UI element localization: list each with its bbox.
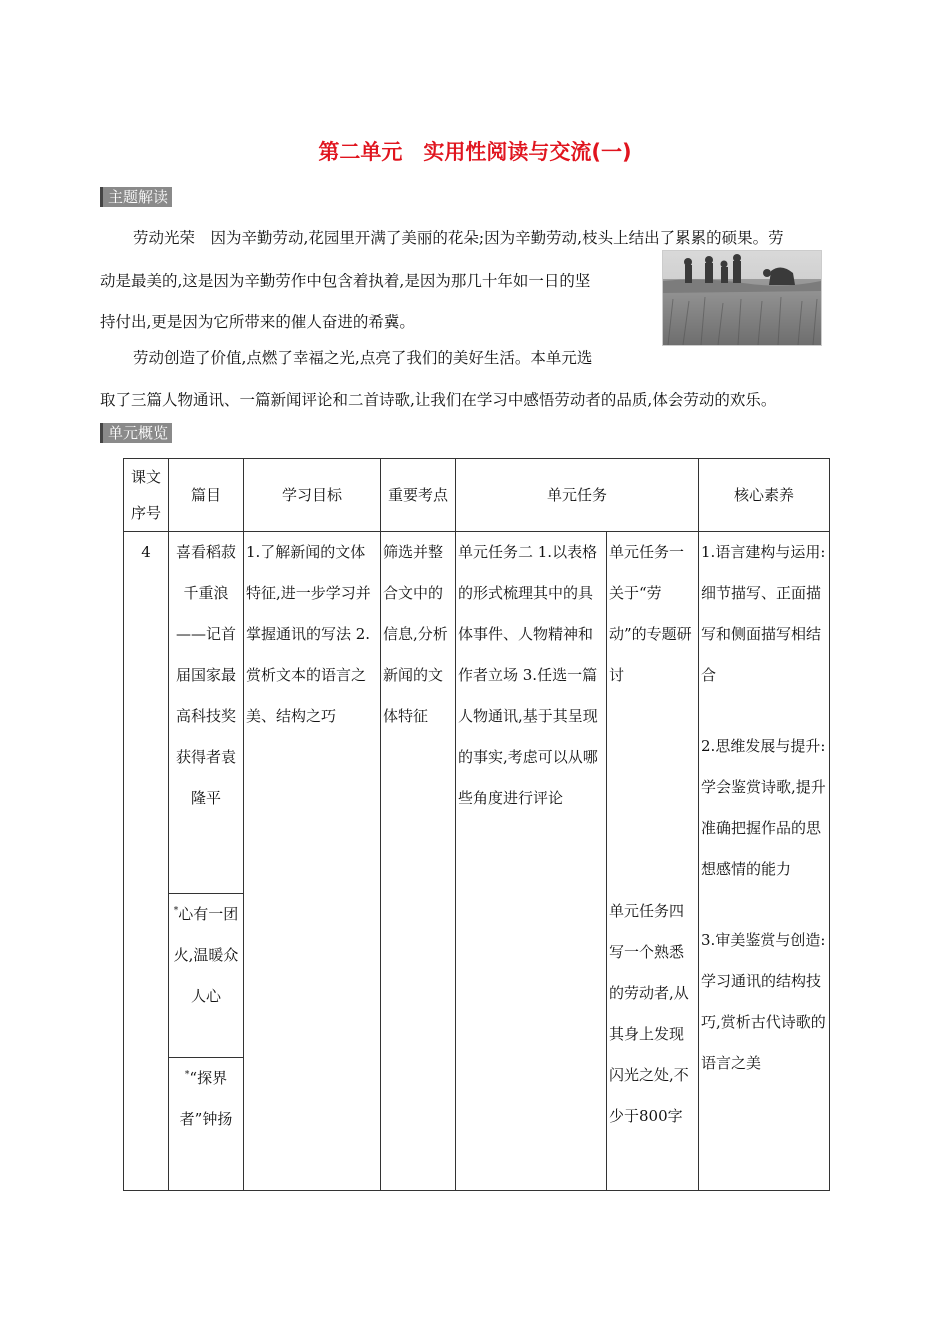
article-cell xyxy=(169,1058,244,1191)
section-tag-theme: 主题解读 xyxy=(100,187,172,207)
core-item: 2.思维发展与提升:学会鉴赏诗歌,提升准确把握作品的思想感情的能力 xyxy=(701,737,826,878)
lesson-number-cell: 4 xyxy=(124,532,169,1191)
unit-task-one: 单元任务一 关于“劳动”的专题研讨 xyxy=(609,543,692,684)
header-key-points: 重要考点 xyxy=(381,459,456,532)
theme-paragraph-line: 劳动创造了价值,点燃了幸福之光,点亮了我们的美好生活。本单元选 xyxy=(133,349,593,367)
theme-paragraph-line: 劳动光荣 因为辛勤劳动,花园里开满了美丽的花朵;因为辛勤劳动,枝头上结出了累累的硕果。劳 xyxy=(133,229,784,247)
photo-image xyxy=(663,251,821,345)
core-item: 3.审美鉴赏与创造:学习通讯的结构技巧,赏析古代诗歌的语言之美 xyxy=(701,931,826,1072)
theme-paragraph-line: 取了三篇人物通讯、一篇新闻评论和二首诗歌,让我们在学习中感悟劳动者的品质,体会劳动的欢乐。 xyxy=(100,391,777,409)
unit-overview-table xyxy=(123,458,830,1191)
field-workers-photo xyxy=(662,250,822,346)
header-core-competencies: 核心素养 xyxy=(699,459,830,532)
header-articles: 篇目 xyxy=(169,459,244,532)
theme-paragraph-line: 持付出,更是因为它所带来的催人奋进的希冀。 xyxy=(100,313,415,331)
learning-goals-cell: 1.了解新闻的文体特征,进一步学习并掌握通讯的写法 2.赏析文本的语言之美、结构之巧 xyxy=(244,532,381,1191)
article-cell xyxy=(169,894,244,1058)
page-title: 第二单元 实用性阅读与交流(一) xyxy=(318,140,632,164)
header-lesson-number: 课文序号 xyxy=(124,459,169,532)
header-unit-tasks: 单元任务 xyxy=(456,459,699,532)
core-competencies-cell xyxy=(699,532,830,1191)
article-cell: 喜看稻菽千重浪——记首届国家最高科技奖获得者袁隆平 xyxy=(169,532,244,894)
header-learning-goals: 学习目标 xyxy=(244,459,381,532)
unit-task-four: 单元任务四 写一个熟悉的劳动者,从其身上发现闪光之处,不少于800字 xyxy=(609,902,689,1125)
optional-mark: * xyxy=(184,1070,190,1080)
core-item: 1.语言建构与运用:细节描写、正面描写和侧面描写相结合 xyxy=(701,543,826,684)
unit-task-cell xyxy=(607,532,699,1191)
optional-mark: * xyxy=(173,906,179,916)
article-title: 心有一团火,温暖众人心 xyxy=(173,905,239,1005)
key-points-cell: 筛选并整合文中的信息,分析新闻的文体特征 xyxy=(381,532,456,1191)
section-tag-overview: 单元概览 xyxy=(100,423,172,443)
theme-paragraph-line: 动是最美的,这是因为辛勤劳作中包含着执着,是因为那几十年如一日的坚 xyxy=(100,272,591,290)
unit-task-cell: 单元任务二 1.以表格的形式梳理其中的具体事件、人物精神和作者立场 3.任选一篇人物通讯,基于其呈现的事实,考虑可以从哪些角度进行评论 xyxy=(456,532,607,1191)
article-title: “探界者”钟扬 xyxy=(179,1069,233,1128)
